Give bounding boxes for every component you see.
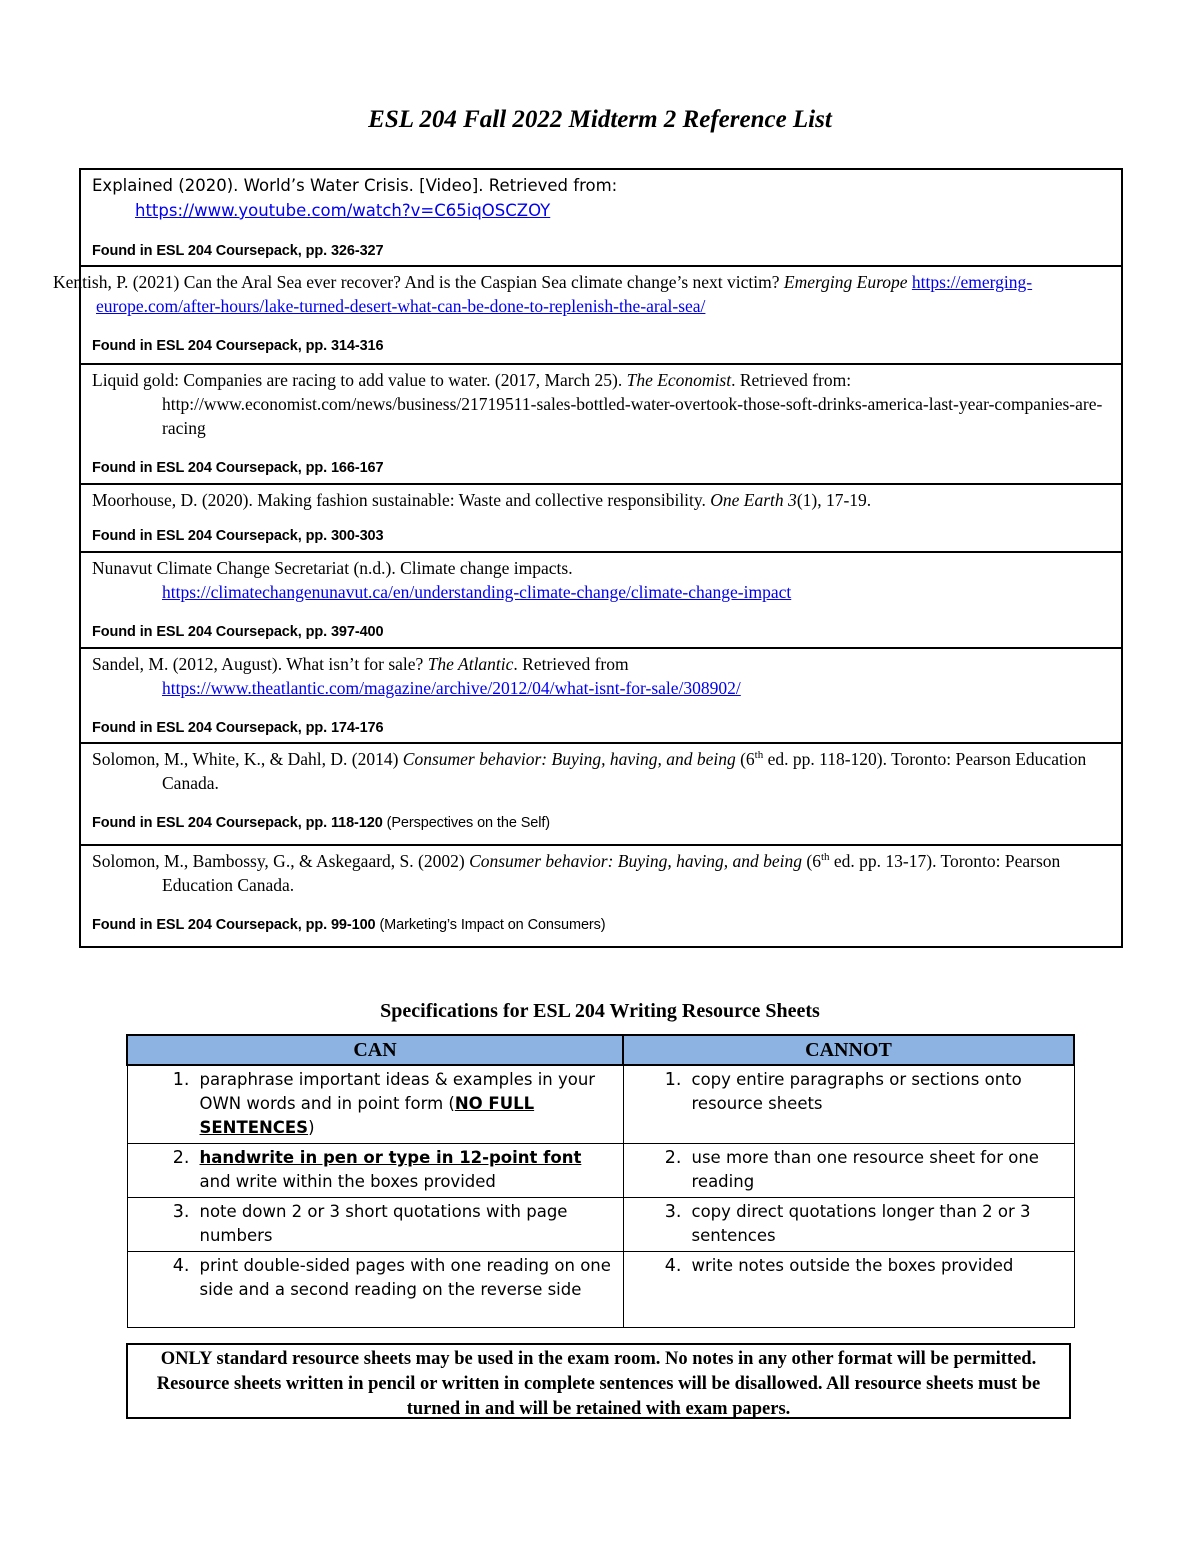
citation: Solomon, M., White, K., & Dahl, D. (2014) Consumer behavior: Buying, having, and being (6th ed. pp. 118-120). Toronto: Pearson Education Canada. bbox=[92, 749, 1087, 793]
cannot-item: 1. copy entire paragraphs or sections onto resource sheets bbox=[664, 1070, 1022, 1113]
coursepack-location: Found in ESL 204 Coursepack, pp. 314-316 bbox=[92, 338, 384, 354]
book-title: Consumer behavior: Buying, having, and being bbox=[469, 851, 802, 871]
citation: Liquid gold: Companies are racing to add value to water. (2017, March 25). The Economist. Retrieved from: http://www.economist.com/news/business/21719511-sales-bottled-water-overtook-those-soft-drinks-america-last-year-companies-are-racing bbox=[92, 370, 1103, 438]
exam-notice: ONLY standard resource sheets may be used in the exam room. No notes in any other format will be permitted. Resource sheets written in pencil or written in complete sentences will be disallowed. All resource sheets must be turned in and will be retained with exam papers. bbox=[126, 1343, 1071, 1419]
reference-list-table bbox=[53, 168, 1123, 948]
reference-row bbox=[80, 484, 1122, 552]
spec-table bbox=[126, 1034, 1075, 1328]
cannot-header: CANNOT bbox=[623, 1035, 1074, 1065]
nunavut-link[interactable]: https://climatechangenunavut.ca/en/understanding-climate-change/climate-change-impact bbox=[162, 582, 792, 602]
journal-title: The Atlantic bbox=[427, 654, 514, 674]
reference-row bbox=[80, 552, 1122, 648]
atlantic-link[interactable]: https://www.theatlantic.com/magazine/archive/2012/04/what-isnt-for-sale/308902/ bbox=[162, 678, 741, 698]
book-title: Consumer behavior: Buying, having, and being bbox=[402, 749, 736, 769]
coursepack-location: Found in ESL 204 Coursepack, pp. 118-120 (Perspectives on the Self) bbox=[92, 815, 551, 831]
spec-row bbox=[127, 1144, 1074, 1198]
coursepack-location: Found in ESL 204 Coursepack, pp. 326-327 bbox=[92, 243, 384, 259]
coursepack-location: Found in ESL 204 Coursepack, pp. 397-400 bbox=[92, 624, 384, 640]
can-item: 2. handwrite in pen or type in 12-point font and write within the boxes provided bbox=[172, 1148, 582, 1191]
citation: Solomon, M., Bambossy, G., & Askegaard, S. (2002) Consumer behavior: Buying, having, and being (6th ed. pp. 13-17). Toronto: Pearson Education Canada. bbox=[92, 851, 1061, 895]
reference-row bbox=[80, 169, 1122, 266]
cannot-item: 3. copy direct quotations longer than 2 or 3 sentences bbox=[664, 1202, 1031, 1245]
spec-title: Specifications for ESL 204 Writing Resource Sheets bbox=[380, 1000, 820, 1022]
spec-row bbox=[127, 1198, 1074, 1252]
coursepack-location: Found in ESL 204 Coursepack, pp. 166-167 bbox=[92, 460, 384, 476]
journal-title: The Economist bbox=[626, 370, 732, 390]
coursepack-location: Found in ESL 204 Coursepack, pp. 174-176 bbox=[92, 720, 384, 736]
journal-title: Emerging Europe bbox=[783, 272, 908, 292]
citation: Kentish, P. (2021) Can the Aral Sea ever recover? And is the Caspian Sea climate change’s next victim? Emerging Europe https://emerging-europe.com/after-hours/lake-turned-desert-what-can-be-done-to-replenish-the-aral-sea/ bbox=[53, 272, 1033, 316]
can-item: 1. paraphrase important ideas & examples in your OWN words and in point form (NO FULL SENTENCES) bbox=[172, 1070, 596, 1137]
economist-url: http://www.economist.com/news/business/21719511-sales-bottled-water-overtook-those-soft-drinks-america-last-year-companies-are-racing bbox=[162, 394, 1103, 438]
citation: Nunavut Climate Change Secretariat (n.d.). Climate change impacts. https://climatechangenunavut.ca/en/understanding-climate-change/climate-change-impact bbox=[92, 558, 792, 602]
coursepack-location: Found in ESL 204 Coursepack, pp. 99-100 (Marketing’s Impact on Consumers) bbox=[92, 917, 606, 933]
can-header: CAN bbox=[127, 1035, 623, 1065]
youtube-link[interactable]: https://www.youtube.com/watch?v=C65iqOSCZOY bbox=[135, 201, 551, 220]
reference-row bbox=[80, 364, 1122, 484]
cannot-item: 4. write notes outside the boxes provided bbox=[664, 1256, 1014, 1276]
cannot-item: 2. use more than one resource sheet for one reading bbox=[664, 1148, 1039, 1191]
spec-header-row bbox=[127, 1035, 1074, 1065]
reference-row bbox=[80, 845, 1122, 947]
page-title: ESL 204 Fall 2022 Midterm 2 Reference List bbox=[368, 106, 832, 133]
journal-title: One Earth 3 bbox=[710, 490, 797, 510]
spec-row bbox=[127, 1065, 1074, 1144]
citation: Sandel, M. (2012, August). What isn’t for sale? The Atlantic. Retrieved from https://www.theatlantic.com/magazine/archive/2012/04/what-isnt-for-sale/308902/ bbox=[92, 654, 741, 698]
emerging-europe-link[interactable]: https://emerging-europe.com/after-hours/lake-turned-desert-what-can-be-done-to-replenish-the-aral-sea/ bbox=[96, 272, 1033, 316]
reference-row bbox=[80, 266, 1122, 364]
citation: Moorhouse, D. (2020). Making fashion sustainable: Waste and collective responsibility. One Earth 3(1), 17-19. bbox=[92, 490, 872, 510]
citation: Explained (2020). World’s Water Crisis. [Video]. Retrieved from: https://www.youtube.com/watch?v=C65iqOSCZOY bbox=[92, 176, 618, 220]
can-item: 4. print double-sided pages with one reading on one side and a second reading on the reverse side bbox=[172, 1256, 611, 1299]
reference-row bbox=[80, 743, 1122, 845]
spec-row bbox=[127, 1252, 1074, 1328]
can-item: 3. note down 2 or 3 short quotations with page numbers bbox=[172, 1202, 568, 1245]
coursepack-location: Found in ESL 204 Coursepack, pp. 300-303 bbox=[92, 528, 384, 544]
reference-row bbox=[80, 648, 1122, 743]
